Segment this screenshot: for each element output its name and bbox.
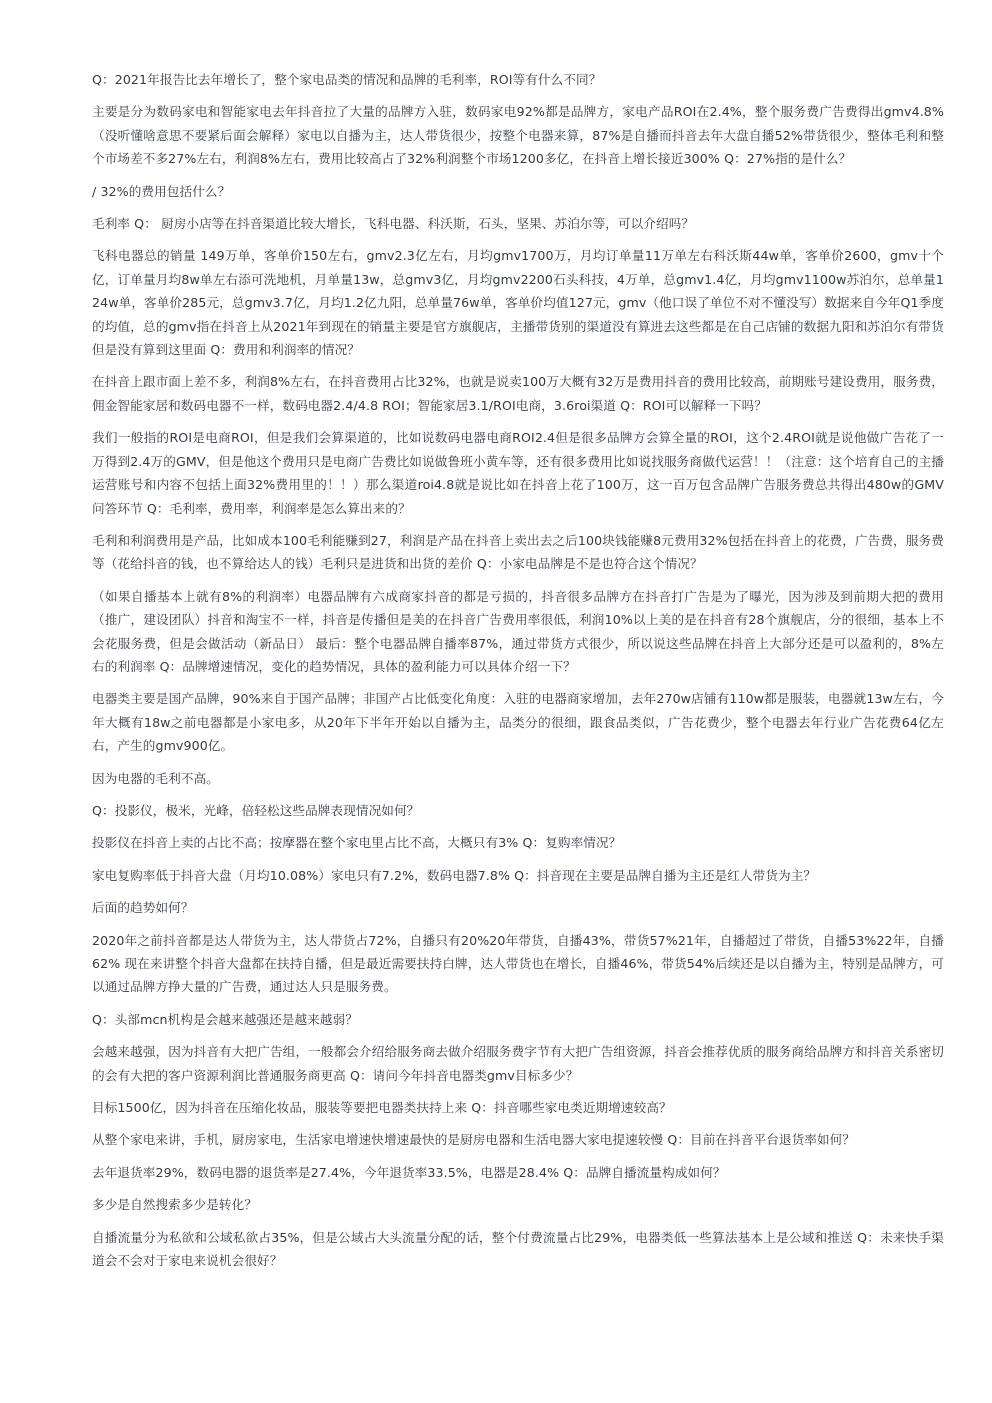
paragraph-18: 会越来越强，因为抖音有大把广告组，一般都会介绍给服务商去做介绍服务费字节有大把广告组资源，抖音会推荐优质的服务商给品牌方和抖音关系密切的会有大把的客户资源利润比普通服务商更高 Q：请问今年抖音电器类gmv目标多少？: [92, 1044, 944, 1083]
paragraph-9: （如果自播基本上就有8%的利润率）电器品牌有六成商家抖音的都是亏损的，抖音很多品牌方在抖音打广告是为了曝光，因为涉及到前期大把的费用（推广，建设团队）抖音和淘宝不一样，抖音是传播但是美的在抖音广告费用率很低，利润10%以上美的是在抖音有28个旗舰店，分的很细，基本上不会花服务费，但是会做活动（新品日） 最后：整个电器品牌自播率87%，通过带货方式很少，所以说这些品牌在抖音上大部分还是可以盈利的，8%左右的利润率 Q：品牌增速情况，变化的趋势情况，具体的盈利能力可以具体介绍一下？: [92, 588, 944, 674]
paragraph-15: 后面的趋势如何？: [92, 900, 194, 916]
paragraph-6: 在抖音上跟市面上差不多，利润8%左右，在抖音费用占比32%，也就是说卖100万大概有32万是费用抖音的费用比较高，前期账号建设费用，服务费，佣金智能家居和数码电器不一样，数码电器2.4/4.8 ROI；智能家居3.1/ROI电商，3.6roi渠道 Q：ROI可以解释一下吗？: [92, 374, 944, 413]
paragraph-8: 毛利和利润费用是产品，比如成本100毛利能赚到27，利润是产品在抖音上卖出去之后100块钱能赚8元费用32%包括在抖音上的花费，广告费，服务费等（花给抖音的钱，也不算给达人的钱）毛利只是进货和出货的差价 Q：小家电品牌是不是也符合这个情况？: [92, 532, 944, 572]
paragraph-5: 飞科电器总的销量 149万单，客单价150左右，gmv2.3亿左右，月均gmv1700万，月均订单量11万单左右科沃斯44w单，客单价2600，gmv十个亿，订单量月均8w单左右添可洗地机，月单量13w，总gmv3亿，月均gmv2200石头科技，4万单，总gmv1.4亿，月均gmv1100w苏泊尔，总单量124w单，客单价285元，总gmv3.7亿，月均1.2亿九阳，总单量76w单，客单价均值127元，gmv（他口误了单位不对不懂没写）数据来自今年Q1季度的均值，总的gmv指在抖音上从2021年到现在的销量主要是官方旗舰店，主播带货别的渠道没有算进去这些都是在自己店铺的数据九阳和苏泊尔有带货但是没有算到这里面 Q：费用和利润率的情况？: [92, 248, 944, 358]
paragraph-1: Q：2021年报告比去年增长了，整个家电品类的情况和品牌的毛利率，ROI等有什么不同？: [92, 72, 602, 87]
paragraph-22: 多少是自然搜索多少是转化？: [92, 1197, 258, 1213]
paragraph-10: 电器类主要是国产品牌，90%来自于国产品牌；非国产占比低变化角度：入驻的电器商家增加，去年270w店铺有110w都是服装，电器就13w左右，今年大概有18w之前电器都是小家电多，从20年下半年开始以自播为主，品类分的很细，跟食品类似，广告花费少，整个电器去年行业广告花费64亿左右，产生的gmv900亿。: [92, 691, 944, 754]
paragraph-3: / 32%的费用包括什么？: [92, 183, 231, 199]
paragraph-13: 投影仪在抖音上卖的占比不高；按摩器在整个家电里占比不高，大概只有3% Q：复购率情况？: [92, 835, 622, 851]
paragraph-16: 2020年之前抖音都是达人带货为主，达人带货占72%，自播只有20%20年带货，自播43%，带货57%21年，自播超过了带货，自播53%22年，自播62% 现在来讲整个抖音大盘都在扶持自播，但是最近需要扶持白牌，达人带货也在增长，自播46%，带货54%后续还是以自播为主，特别是品牌方，可以通过品牌方挣大量的广告费，通过达人只是服务费。: [92, 932, 944, 995]
paragraph-17: Q：头部mcn机构是会越来越强还是越来越弱？: [92, 1011, 358, 1027]
paragraph-12: Q：投影仪，极米，光峰，倍轻松这些品牌表现情况如何？: [92, 802, 420, 818]
paragraph-4: 毛利率 Q： 厨房小店等在抖音渠道比较大增长，飞科电器、科沃斯，石头，坚果、苏泊尔等，可以介绍吗？: [92, 216, 695, 232]
paragraph-19: 目标1500亿，因为抖音在压缩化妆品，服装等要把电器类扶持上来 Q：抖音哪些家电类近期增速较高？: [92, 1100, 672, 1116]
paragraph-7: 我们一般指的ROI是电商ROI，但是我们会算渠道的，比如说数码电器电商ROI2.4但是很多品牌方会算全量的ROI，这个2.4ROI就是说他做广告花了一万得到2.4万的GMV，但是他这个费用只是电商广告费比如说做鲁班小黄车等，还有很多费用比如说找服务商做代运营！！（注意：这个培育自己的主播运营账号和内容不包括上面32%费用里的！！）那么渠道roi4.8就是说比如在抖音上花了100万，这一百万包含品牌广告服务费总共得出480w的GMV 问答环节 Q：毛利率，费用率，利润率是怎么算出来的？: [92, 430, 944, 516]
paragraph-2: 主要是分为数码家电和智能家电去年抖音拉了大量的品牌方入驻，数码家电92%都是品牌方，家电产品ROI在2.4%，整个服务费广告费得出gmv4.8%（没听懂啥意思不要紧后面会解释）家电以自播为主，达人带货很少，按整个电器来算，87%是自播而抖音去年大盘自播52%带货很少，整体毛利和整个市场差不多27%左右，利润8%左右，费用比较高占了32%利润整个市场1200多亿，在抖音上增长接近300% Q：27%指的是什么？: [92, 104, 944, 167]
paragraph-20: 从整个家电来讲，手机，厨房家电，生活家电增速快增速最快的是厨房电器和生活电器大家电提速较慢 Q：目前在抖音平台退货率如何？: [92, 1132, 856, 1148]
paragraph-14: 家电复购率低于抖音大盘（月均10.08%）家电只有7.2%，数码电器7.8% Q：抖音现在主要是品牌自播为主还是红人带货为主？: [92, 867, 817, 883]
paragraph-11: 因为电器的毛利不高。: [92, 770, 219, 786]
paragraph-23: 自播流量分为私欲和公域私欲占35%，但是公域占大头流量分配的话，整个付费流量占比29%，电器类低一些算法基本上是公域和推送 Q：未来快手渠道会不会对于家电来说机会很好？: [92, 1229, 944, 1269]
paragraph-21: 去年退货率29%，数码电器的退货率是27.4%，今年退货率33.5%，电器是28.4% Q：品牌自播流量构成如何？: [92, 1164, 726, 1180]
